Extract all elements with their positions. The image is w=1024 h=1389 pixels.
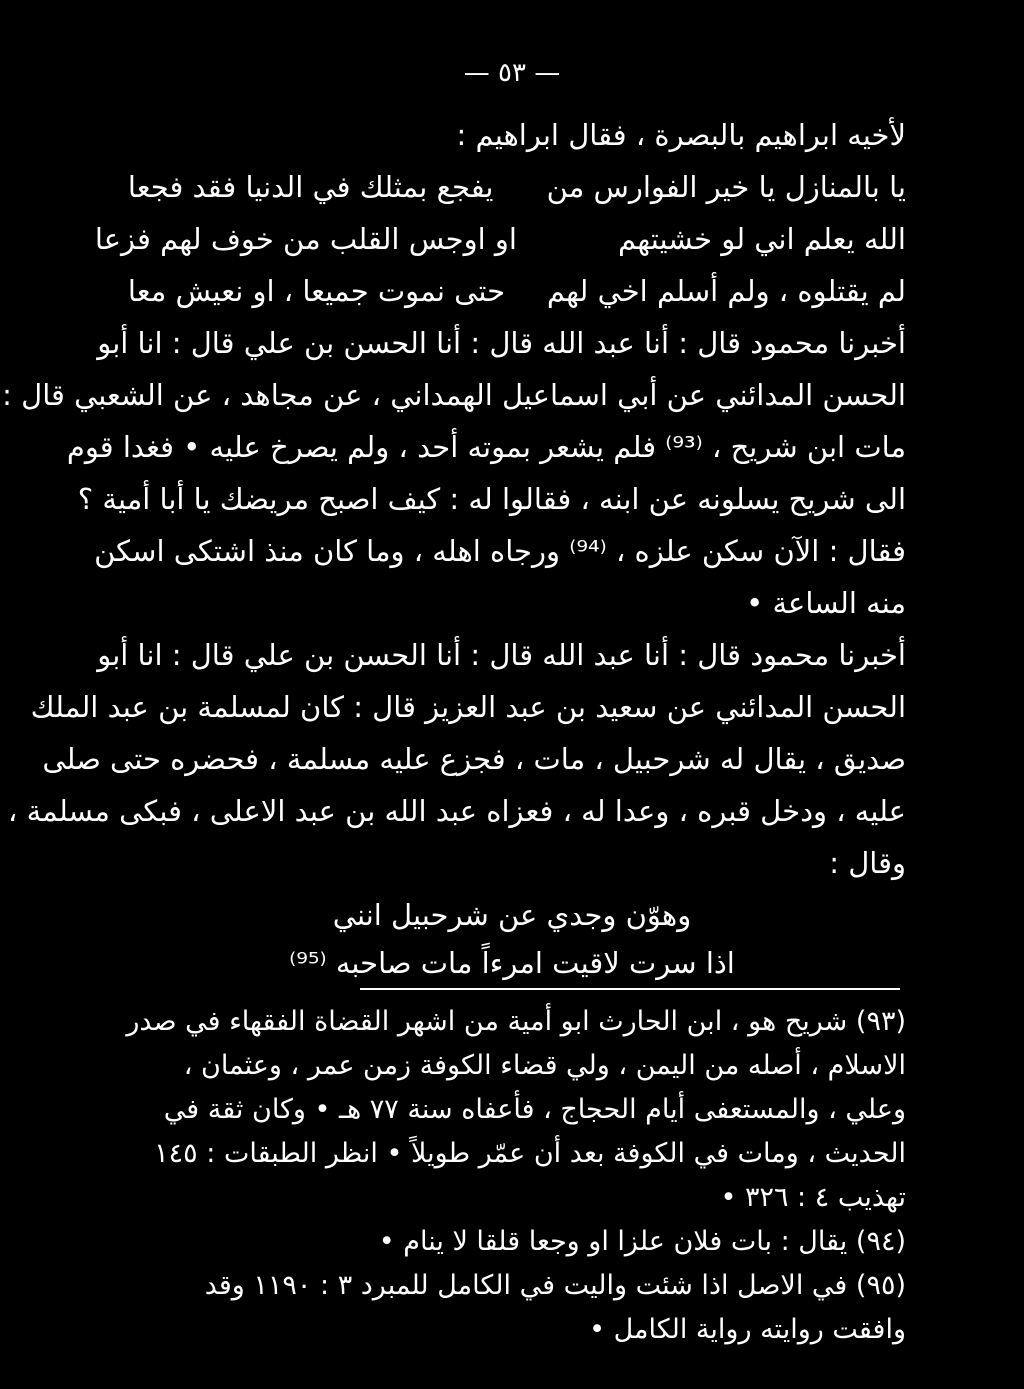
body-line: الحسن المدائني عن سعيد بن عبد العزيز قال : كان لمسلمة بن عبد الملك	[30, 690, 906, 724]
verse-line	[112, 274, 906, 309]
body-line: وقال :	[829, 846, 906, 880]
verse-line	[94, 222, 906, 257]
footnote-line: الحديث ، ومات في الكوفة بعد أن عمّر طويلاً • انظر الطبقات : ١٤٥	[154, 1138, 906, 1169]
verse-second-hemistich: يفجع بمثلك في الدنيا فقد فجعا	[127, 170, 494, 204]
footnote-line: (٩٥) في الاصل اذا شئت واليت في الكامل للمبرد ٣ : ١١٩٠ وقد	[204, 1270, 906, 1301]
body-line: لأخيه ابراهيم بالبصرة ، فقال ابراهيم :	[456, 118, 906, 152]
footnote-line: (٩٤) يقال : بات فلان علزا او وجعا قلقا لا ينام •	[378, 1226, 906, 1257]
verse-second-hemistich: او اوجس القلب من خوف لهم فزعا	[94, 222, 517, 256]
footnote-line: (٩٣) شريح هو ، ابن الحارث ابو أمية من اشهر القضاة الفقهاء في صدر	[126, 1006, 906, 1037]
footnote-line: وعلي ، والمستعفى أيام الحجاج ، فأعفاه سنة ٧٧ هـ • وكان ثقة في	[163, 1094, 906, 1125]
page-number: — ٥٣ —	[463, 58, 561, 88]
body-line: أخبرنا محمود قال : أنا عبد الله قال : أنا الحسن بن علي قال : انا أبو	[97, 638, 906, 672]
body-line: الحسن المدائني عن أبي اسماعيل الهمداني ، عن مجاهد ، عن الشعبي قال :	[2, 378, 906, 412]
footnote-divider	[360, 988, 900, 990]
verse-second-hemistich: حتى نموت جميعا ، او نعيش معا	[127, 274, 506, 308]
verse-first-hemistich: لم يقتلوه ، ولم أسلم اخي لهم	[546, 274, 906, 308]
body-line: مات ابن شريح ، ⁽⁹³⁾ فلم يشعر بموته أحد ، ولم يصرخ عليه • فغدا قوم	[66, 430, 906, 464]
body-line: الى شريح يسلونه عن ابنه ، فقالوا له : كيف اصبح مريضك يا أبا أمية ؟	[77, 482, 906, 516]
body-line: أخبرنا محمود قال : أنا عبد الله قال : أنا الحسن بن علي قال : انا أبو	[97, 326, 906, 360]
poem-line: وهوّن وجدي عن شرحبيل انني	[332, 898, 692, 932]
poem-line: اذا سرت لاقيت امرءاً مات صاحبه ⁽⁹⁵⁾	[289, 946, 735, 980]
verse-first-hemistich: يا بالمنازل يا خير الفوارس من	[546, 170, 906, 204]
verse-first-hemistich: الله يعلم اني لو خشيتهم	[618, 222, 906, 256]
body-line: صديق ، يقال له شرحبيل ، مات ، فجزع عليه مسلمة ، فحضره حتى صلى	[42, 742, 906, 776]
body-line: منه الساعة •	[746, 586, 906, 620]
verse-line	[112, 170, 906, 205]
footnote-line: وافقت روايته رواية الكامل •	[589, 1314, 906, 1345]
body-line: عليه ، ودخل قبره ، وعدا له ، فعزاه عبد الله بن عبد الاعلى ، فبكى مسلمة ،	[8, 794, 906, 828]
footnote-line: الاسلام ، أصله من اليمن ، ولي قضاء الكوفة زمن عمر ، وعثمان ،	[183, 1050, 906, 1081]
footnote-line: تهذيب ٤ : ٣٢٦ •	[720, 1182, 906, 1213]
body-line: فقال : الآن سكن علزه ، ⁽⁹⁴⁾ ورجاه اهله ، وما كان منذ اشتكى اسكن	[94, 534, 906, 568]
